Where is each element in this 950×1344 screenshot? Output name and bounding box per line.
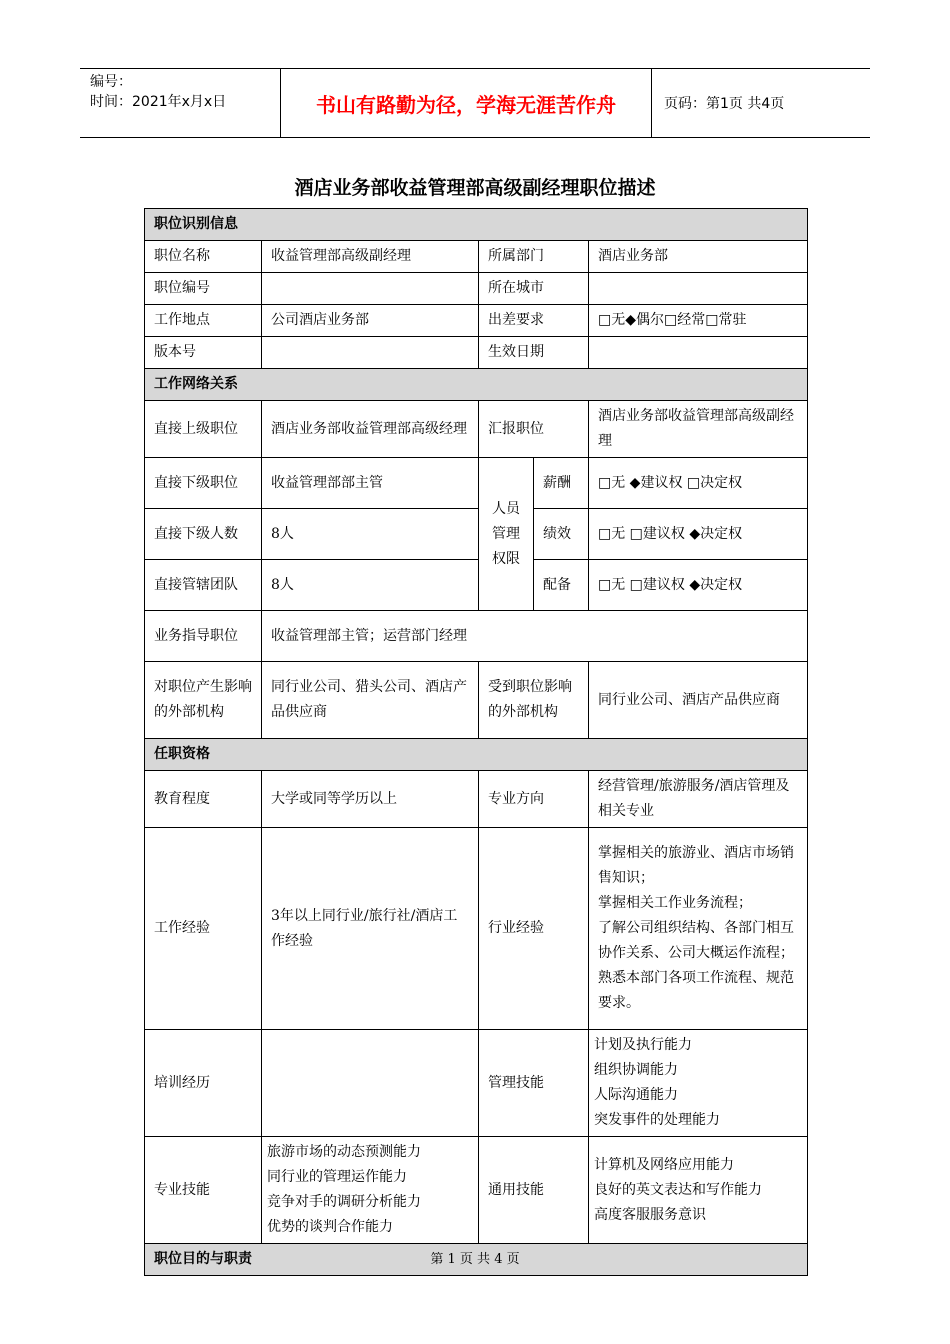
version-value bbox=[262, 337, 479, 369]
report-label: 汇报职位 bbox=[479, 401, 589, 458]
general-value bbox=[589, 1137, 808, 1244]
performance-value: □无 □建议权 ◆决定权 bbox=[589, 509, 808, 560]
affected-value: 同行业公司、酒店产品供应商 bbox=[589, 662, 808, 739]
location-value: 公司酒店业务部 bbox=[262, 305, 479, 337]
section-purpose: 职位目的与职责 bbox=[145, 1244, 808, 1276]
management-item: 突发事件的处理能力 bbox=[594, 1112, 720, 1128]
team-value: 8人 bbox=[262, 560, 479, 611]
number-label: 编号： bbox=[90, 74, 132, 90]
management-item: 计划及执行能力 bbox=[594, 1037, 692, 1053]
management-label: 管理技能 bbox=[479, 1030, 589, 1137]
header-slogan: 书山有路勤为径，学海无涯苦作舟 bbox=[281, 69, 652, 137]
general-item: 计算机及网络应用能力 bbox=[594, 1156, 734, 1173]
professional-value bbox=[262, 1137, 479, 1244]
position-name-label: 职位名称 bbox=[145, 241, 262, 273]
training-value bbox=[262, 1030, 479, 1137]
section-identification: 职位识别信息 bbox=[145, 209, 808, 241]
position-code-label: 职位编号 bbox=[145, 273, 262, 305]
superior-label: 直接上级职位 bbox=[145, 401, 262, 458]
position-name-value: 收益管理部高级副经理 bbox=[262, 241, 479, 273]
external-label: 对职位产生影响的外部机构 bbox=[145, 662, 262, 739]
effective-date-label: 生效日期 bbox=[479, 337, 589, 369]
guidance-label: 业务指导职位 bbox=[145, 611, 262, 662]
subordinate-count-label: 直接下级人数 bbox=[145, 509, 262, 560]
section-network: 工作网络关系 bbox=[145, 369, 808, 401]
management-value bbox=[589, 1030, 808, 1137]
city-value bbox=[589, 273, 808, 305]
subordinate-value: 收益管理部部主管 bbox=[262, 458, 479, 509]
industry-label: 行业经验 bbox=[479, 828, 589, 1030]
subordinate-label: 直接下级职位 bbox=[145, 458, 262, 509]
staffing-value: □无 □建议权 ◆决定权 bbox=[589, 560, 808, 611]
professional-item: 竞争对手的调研分析能力 bbox=[267, 1194, 421, 1210]
location-label: 工作地点 bbox=[145, 305, 262, 337]
training-label: 培训经历 bbox=[145, 1030, 262, 1137]
job-description-table bbox=[144, 208, 808, 1276]
management-item: 组织协调能力 bbox=[594, 1062, 678, 1078]
travel-value: □无◆偶尔□经常□常驻 bbox=[589, 305, 808, 337]
document-header bbox=[80, 68, 870, 138]
professional-item: 旅游市场的动态预测能力 bbox=[267, 1144, 421, 1160]
time-label: 时间：2021年x月x日 bbox=[90, 94, 227, 110]
education-value: 大学或同等学历以上 bbox=[262, 771, 479, 828]
department-value: 酒店业务部 bbox=[589, 241, 808, 273]
external-value: 同行业公司、猎头公司、酒店产品供应商 bbox=[262, 662, 479, 739]
professional-label: 专业技能 bbox=[145, 1137, 262, 1244]
staff-authority-label: 人员管理权限 bbox=[479, 458, 534, 611]
staffing-label: 配备 bbox=[534, 560, 589, 611]
header-meta bbox=[80, 69, 281, 137]
salary-label: 薪酬 bbox=[534, 458, 589, 509]
page-title: 酒店业务部收益管理部高级副经理职位描述 bbox=[294, 177, 656, 199]
page-footer: 第 1 页 共 4 页 bbox=[430, 1252, 520, 1267]
management-item: 人际沟通能力 bbox=[594, 1087, 678, 1103]
major-label: 专业方向 bbox=[479, 771, 589, 828]
section-qualification: 任职资格 bbox=[145, 739, 808, 771]
education-label: 教育程度 bbox=[145, 771, 262, 828]
page-indicator: 页码：第1页 共4页 bbox=[664, 96, 785, 112]
industry-item: 掌握相关工作业务流程； bbox=[598, 895, 752, 911]
effective-date-value bbox=[589, 337, 808, 369]
industry-item: 掌握相关的旅游业、酒店市场销售知识； bbox=[598, 845, 794, 886]
superior-value: 酒店业务部收益管理部高级经理 bbox=[262, 401, 479, 458]
professional-item: 同行业的管理运作能力 bbox=[267, 1169, 407, 1185]
performance-label: 绩效 bbox=[534, 509, 589, 560]
version-label: 版本号 bbox=[145, 337, 262, 369]
department-label: 所属部门 bbox=[479, 241, 589, 273]
industry-item: 熟悉本部门各项工作流程、规范要求。 bbox=[598, 970, 794, 1011]
general-item: 高度客服服务意识 bbox=[594, 1206, 706, 1223]
position-code-value bbox=[262, 273, 479, 305]
general-label: 通用技能 bbox=[479, 1137, 589, 1244]
subordinate-count-value: 8人 bbox=[262, 509, 479, 560]
travel-label: 出差要求 bbox=[479, 305, 589, 337]
report-value: 酒店业务部收益管理部高级副经理 bbox=[589, 401, 808, 458]
city-label: 所在城市 bbox=[479, 273, 589, 305]
experience-label: 工作经验 bbox=[145, 828, 262, 1030]
major-value: 经营管理/旅游服务/酒店管理及相关专业 bbox=[589, 771, 808, 828]
industry-value bbox=[589, 828, 808, 1030]
experience-value: 3年以上同行业/旅行社/酒店工作经验 bbox=[262, 828, 479, 1030]
salary-value: □无 ◆建议权 □决定权 bbox=[589, 458, 808, 509]
affected-label: 受到职位影响的外部机构 bbox=[479, 662, 589, 739]
industry-item: 了解公司组织结构、各部门相互协作关系、公司大概运作流程； bbox=[598, 920, 794, 961]
professional-item: 优势的谈判合作能力 bbox=[267, 1219, 393, 1235]
guidance-value: 收益管理部主管；运营部门经理 bbox=[262, 611, 808, 662]
general-item: 良好的英文表达和写作能力 bbox=[594, 1181, 762, 1198]
team-label: 直接管辖团队 bbox=[145, 560, 262, 611]
